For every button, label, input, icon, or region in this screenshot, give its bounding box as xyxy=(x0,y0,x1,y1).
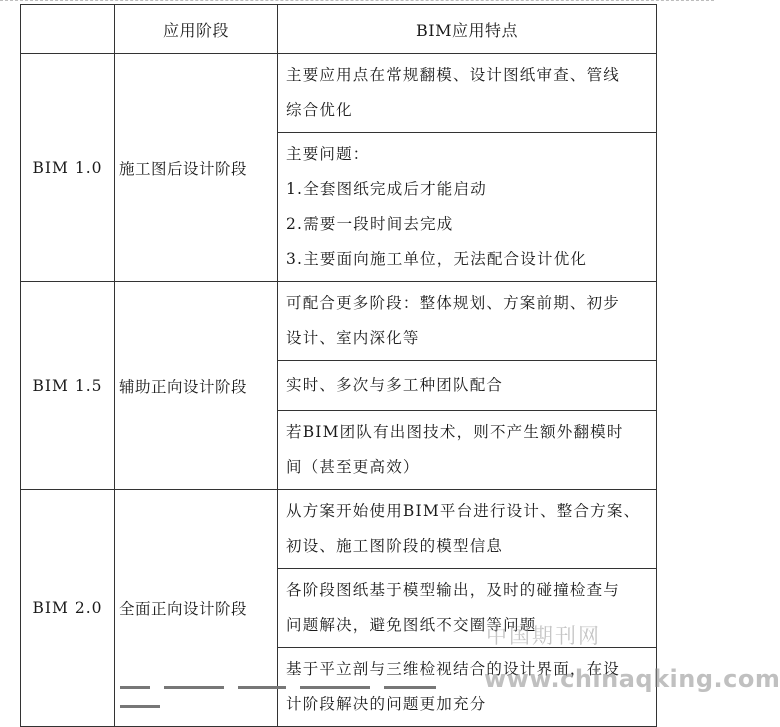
feature-line: 若BIM团队有出图技术，则不产生额外翻模时 xyxy=(286,423,624,441)
feature-line: 从方案开始使用BIM平台进行设计、整合方案、 xyxy=(286,502,641,520)
table-row xyxy=(21,490,657,569)
feature-line: 2.需要一段时间去完成 xyxy=(286,215,454,233)
feature-line: 间（甚至更高效） xyxy=(286,458,420,476)
feature-cell xyxy=(278,490,657,569)
feature-line: 计阶段解决的问题更加充分 xyxy=(286,695,487,713)
version-cell: BIM 2.0 xyxy=(21,490,115,727)
feature-line: 实时、多次与多工种团队配合 xyxy=(286,376,504,394)
feature-line: 问题解决，避免图纸不交圈等问题 xyxy=(286,616,537,634)
bim-stages-table xyxy=(20,4,657,727)
header-row xyxy=(21,5,657,54)
feature-line: 综合优化 xyxy=(286,101,353,119)
feature-cell xyxy=(278,54,657,133)
feature-line: 各阶段图纸基于模型输出，及时的碰撞检查与 xyxy=(286,581,621,599)
feature-cell xyxy=(278,361,657,411)
feature-line: 设计、室内深化等 xyxy=(286,329,420,347)
stage-cell: 施工图后设计阶段 xyxy=(115,54,278,282)
table-row xyxy=(21,282,657,361)
table-row xyxy=(21,54,657,133)
stage-cell: 辅助正向设计阶段 xyxy=(115,282,278,490)
version-cell: BIM 1.5 xyxy=(21,282,115,490)
feature-line: 主要应用点在常规翻模、设计图纸审查、管线 xyxy=(286,66,621,84)
feature-cell xyxy=(278,133,657,282)
version-cell: BIM 1.0 xyxy=(21,54,115,282)
header-stage: 应用阶段 xyxy=(115,5,278,54)
header-features: BIM应用特点 xyxy=(278,5,657,54)
feature-line: 可配合更多阶段：整体规划、方案前期、初步 xyxy=(286,294,621,312)
feature-cell xyxy=(278,282,657,361)
feature-line: 初设、施工图阶段的模型信息 xyxy=(286,537,504,555)
feature-line: 主要问题： xyxy=(286,145,370,163)
feature-line: 3.主要面向施工单位，无法配合设计优化 xyxy=(286,250,588,268)
feature-line: 基于平立剖与三维检视结合的设计界面，在设 xyxy=(286,660,621,678)
feature-line: 1.全套图纸完成后才能启动 xyxy=(286,180,487,198)
top-dashed-rule xyxy=(0,0,714,1)
watermark-url: www.chinaqking.com xyxy=(484,665,780,693)
watermark-site-name: 中国期刊网 xyxy=(486,624,601,648)
stage-cell: 全面正向设计阶段 xyxy=(115,490,278,727)
cropped-caption-fragment xyxy=(120,686,500,692)
feature-cell xyxy=(278,411,657,490)
header-version xyxy=(21,5,115,54)
